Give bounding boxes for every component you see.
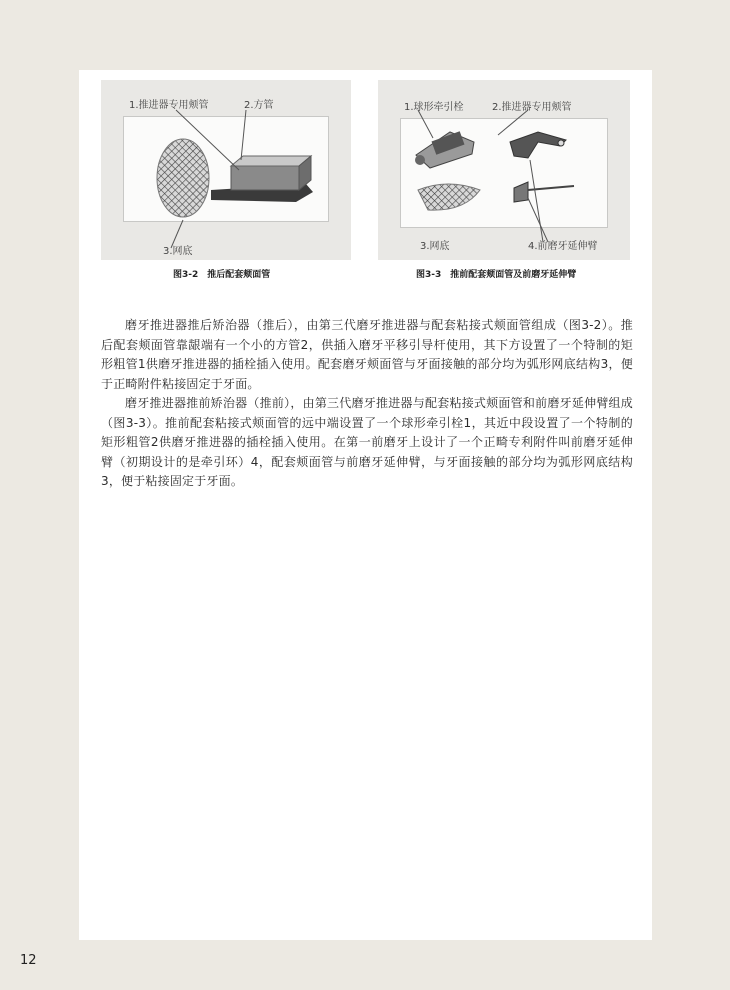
figure-label: 4.前磨牙延伸臂 — [528, 241, 598, 252]
figure-3-3 — [378, 80, 630, 280]
figure-caption: 图3-3 推前配套颊面管及前磨牙延伸臂 — [416, 270, 577, 280]
figure-label: 1.推进器专用颊管 — [129, 100, 209, 111]
figure-label: 3.网底 — [420, 241, 450, 252]
page — [79, 70, 652, 940]
figure-label: 3.网底 — [163, 246, 193, 257]
figure-caption: 图3-2 推后配套颊面管 — [173, 270, 271, 280]
figure-3-2 — [101, 80, 351, 280]
extension-arm-bottom-shape — [514, 182, 528, 202]
figure-label: 2.方管 — [244, 100, 274, 111]
page-number: 12 — [20, 953, 37, 968]
figure-label: 2.推进器专用颊管 — [492, 102, 572, 113]
paragraph: 磨牙推进器推前矫治器（推前），由第三代磨牙推进器与配套粘接式颊面管和前磨牙延伸臂组成（图3-3）。推前配套粘接式颊面管的远中端设置了一个球形牵引栓1，其近中段设置了一个特制的矩形粗管2供磨牙推进器的插栓插入使用。在第一前磨牙上设计了一个正畸专利附件叫前磨牙延伸臂（初期设计的是牵引环）4，配套颊面管与前磨牙延伸臂，与牙面接触的部分均为弧形网底结构3，便于粘接固定于牙面。 — [101, 396, 633, 488]
paragraph: 磨牙推进器推后矫治器（推后），由第三代磨牙推进器与配套粘接式颊面管组成（图3-2）。推后配套颊面管靠龈端有一个小的方管2，供插入磨牙平移引导杆使用，其下方设置了一个特制的矩形粗管1供磨牙推进器的插栓插入使用。配套磨牙颊面管与牙面接触的部分均为弧形网底结构3，便于正畸附件粘接固定于牙面。 — [101, 318, 633, 391]
figure-3-3-photo — [378, 80, 630, 260]
mesh-base-shape — [418, 184, 480, 210]
figure-label: 1.球形牵引栓 — [404, 102, 464, 113]
figure-3-2-photo — [101, 80, 351, 260]
ball-hook-shape — [415, 155, 425, 165]
extension-arm-top-shape — [510, 132, 566, 158]
mesh-base-shape — [157, 139, 209, 217]
square-tube-shape — [231, 166, 299, 190]
body-text — [101, 316, 633, 492]
